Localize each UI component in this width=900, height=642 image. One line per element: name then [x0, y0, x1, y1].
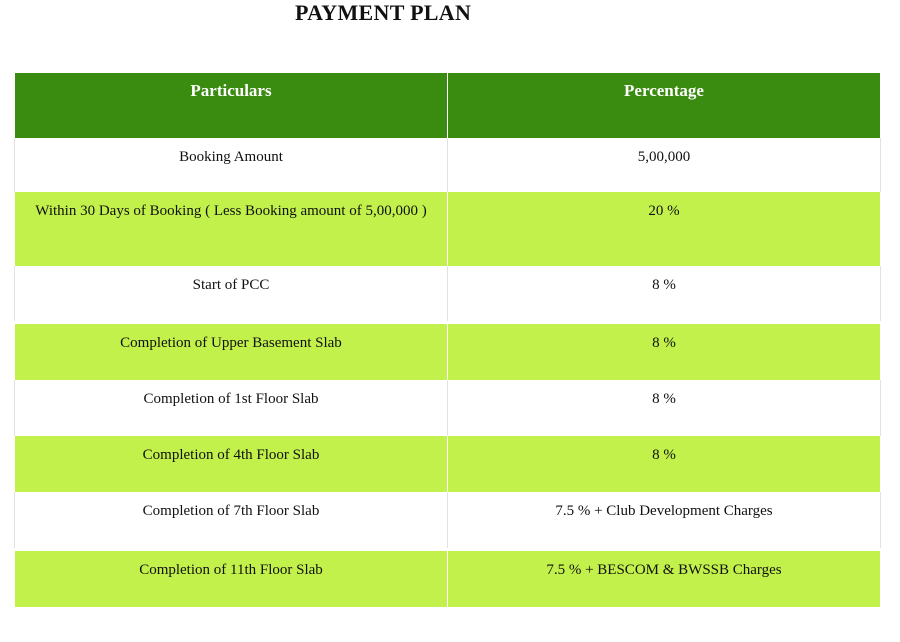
particular-cell: Completion of 7th Floor Slab: [15, 492, 448, 548]
table-row: [15, 380, 881, 436]
percentage-cell: 5,00,000: [448, 138, 881, 192]
page-title: PAYMENT PLAN: [295, 0, 472, 25]
particular-cell: Within 30 Days of Booking ( Less Booking amount of 5,00,000 ): [15, 192, 448, 266]
particular-cell: Completion of Upper Basement Slab: [15, 324, 448, 380]
particular-cell: Completion of 11th Floor Slab: [15, 551, 448, 607]
particular-cell: Completion of 1st Floor Slab: [15, 380, 448, 436]
column-header-particulars: Particulars: [15, 73, 448, 138]
particular-cell: Start of PCC: [15, 266, 448, 321]
table-row: [15, 324, 881, 380]
percentage-cell: 8 %: [448, 324, 881, 380]
table-row: [15, 138, 881, 192]
payment-plan-table: [14, 73, 881, 607]
particular-cell: Booking Amount: [15, 138, 448, 192]
column-header-percentage: Percentage: [448, 73, 881, 138]
table-row: [15, 551, 881, 607]
percentage-cell: 7.5 % + Club Development Charges: [448, 492, 881, 548]
table-row: [15, 266, 881, 321]
table-row: [15, 192, 881, 266]
percentage-cell: 8 %: [448, 380, 881, 436]
percentage-cell: 20 %: [448, 192, 881, 266]
table-row: [15, 436, 881, 492]
particular-cell: Completion of 4th Floor Slab: [15, 436, 448, 492]
percentage-cell: 8 %: [448, 436, 881, 492]
table-header-row: [15, 73, 881, 138]
percentage-cell: 7.5 % + BESCOM & BWSSB Charges: [448, 551, 881, 607]
percentage-cell: 8 %: [448, 266, 881, 321]
table-row: [15, 492, 881, 548]
